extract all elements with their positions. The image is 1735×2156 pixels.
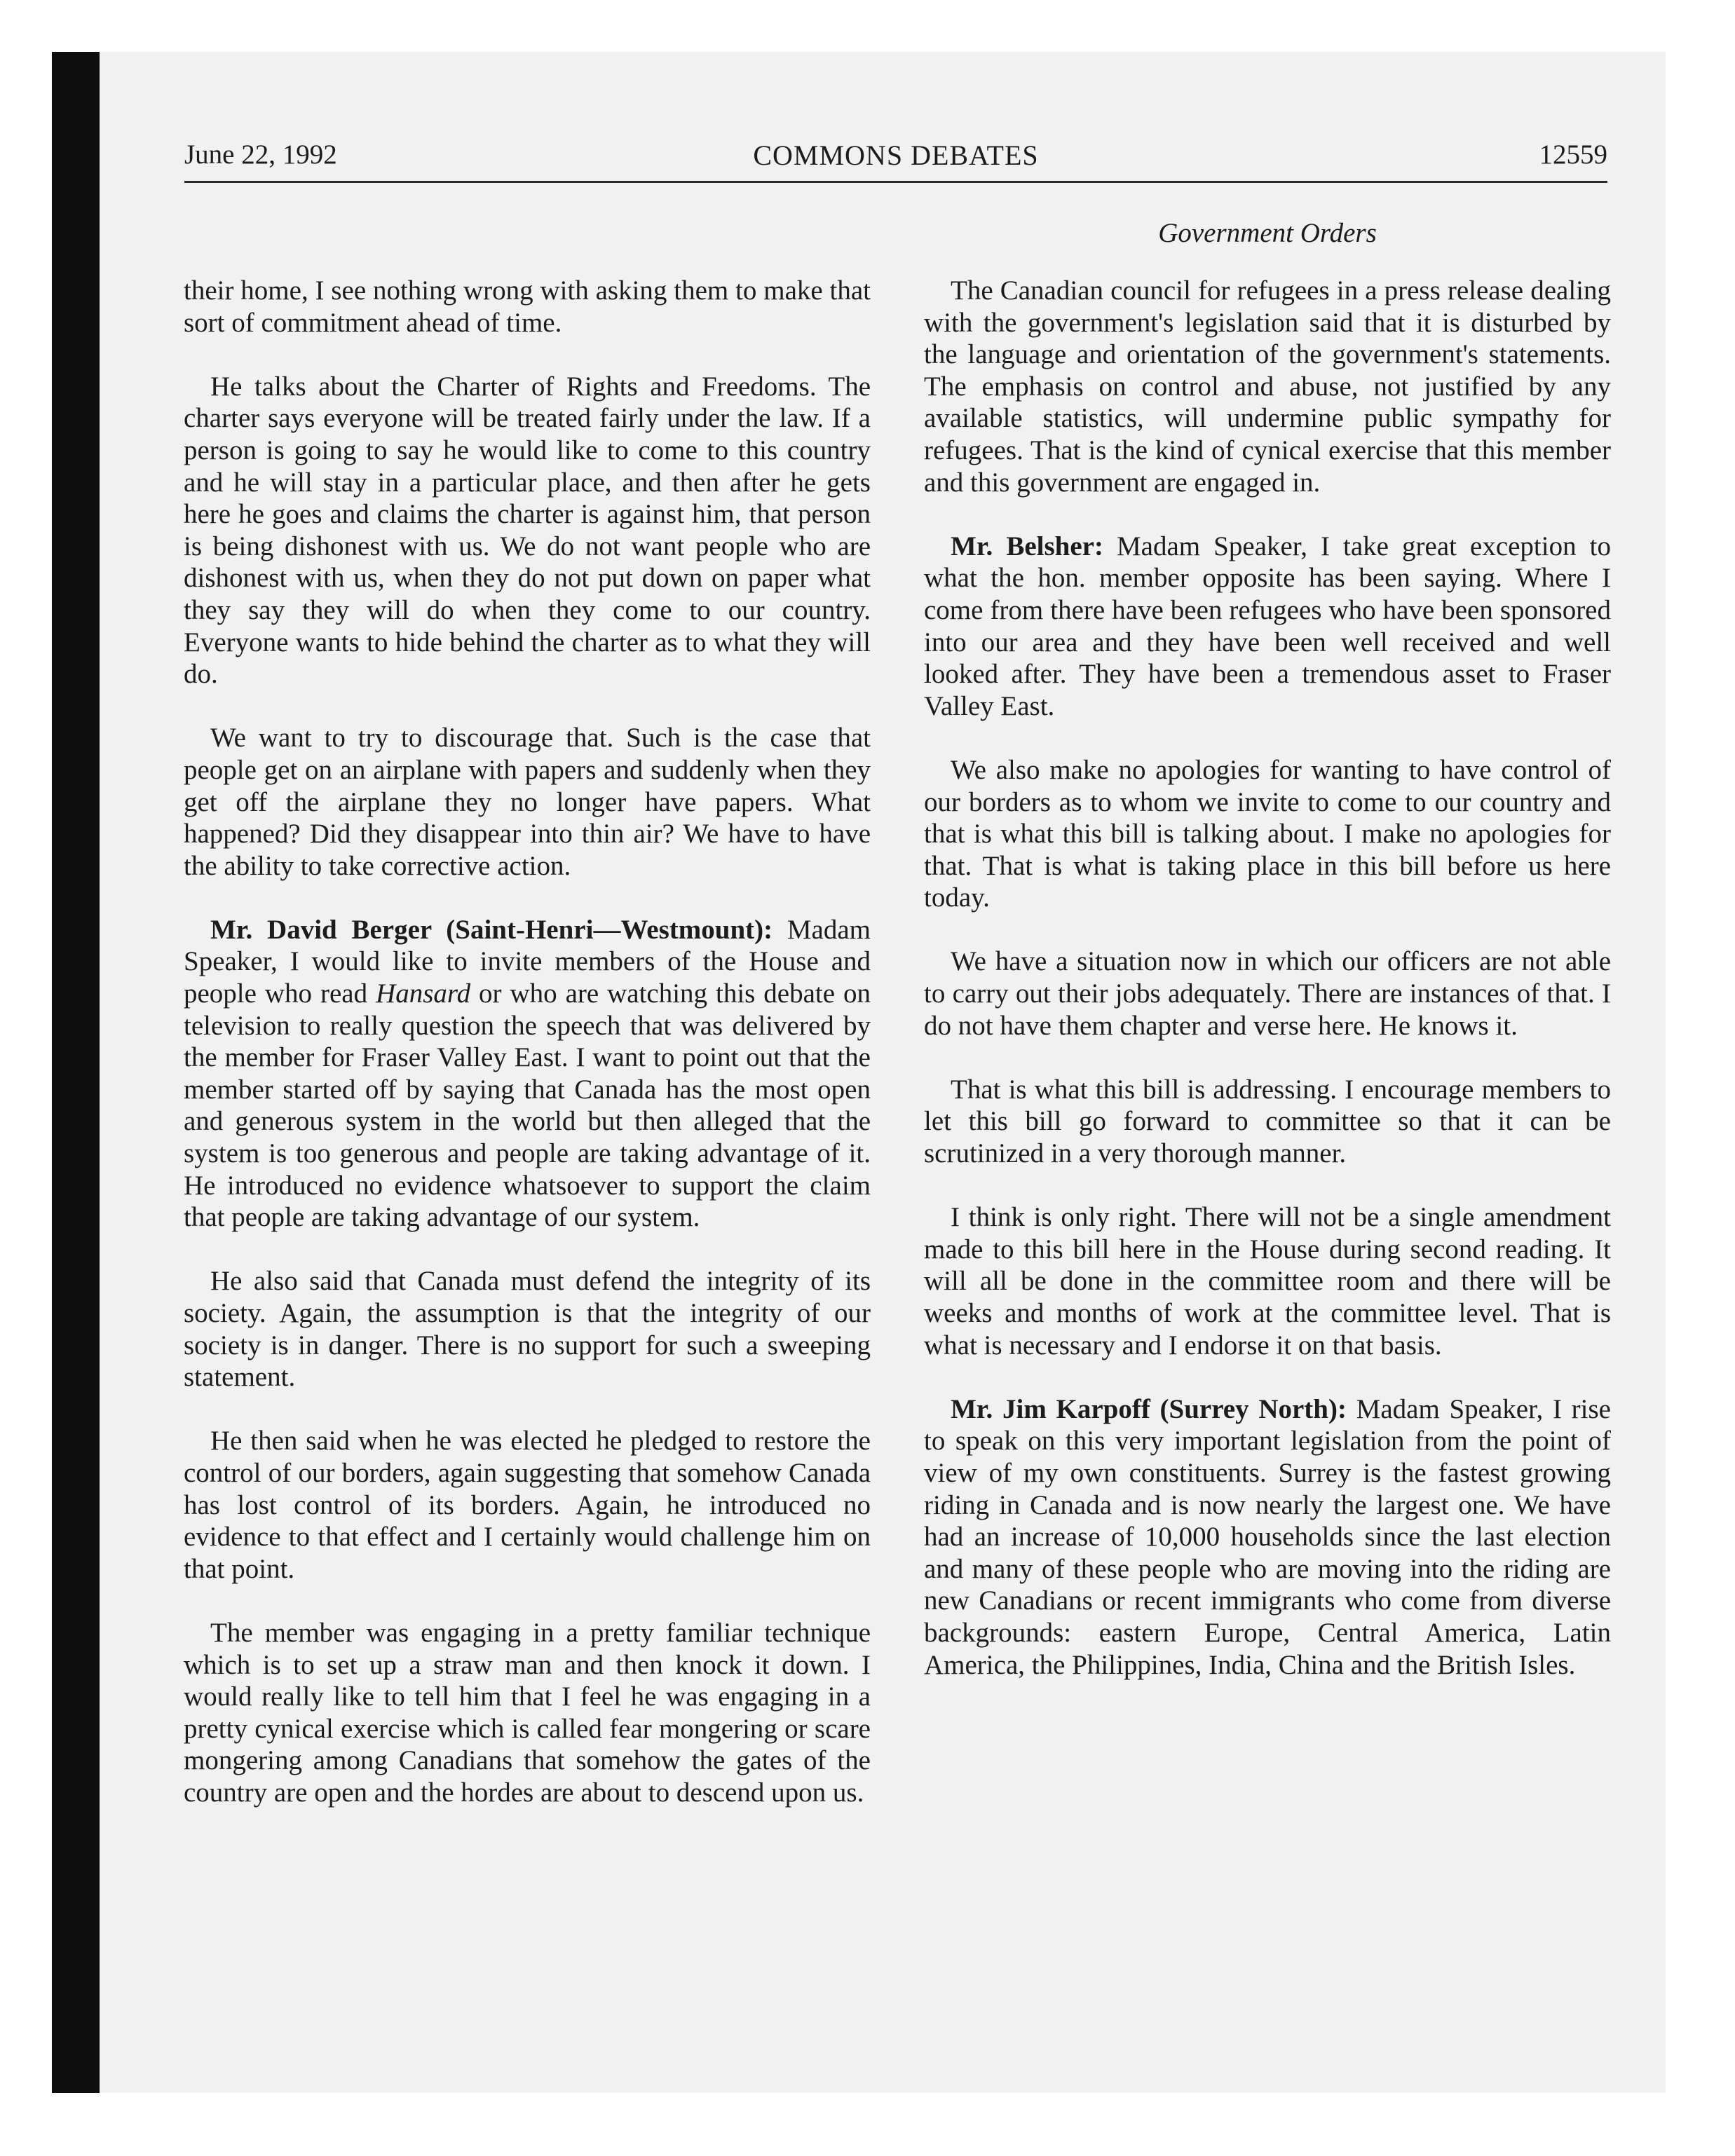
paragraph xyxy=(184,914,871,1234)
paragraph xyxy=(924,1393,1611,1681)
paragraph: That is what this bill is addressing. I encourage members to let this bill go forward to committee so that it can be scrutinized in a very thorough manner. xyxy=(924,1074,1611,1169)
running-header xyxy=(184,139,1607,183)
left-column xyxy=(184,275,871,1841)
scan-edge-bar xyxy=(52,52,100,2093)
paragraph-text: Madam Speaker, I rise to speak on this very important legislation from the point of view of my own constituents. Surrey is the fastest growing riding in Canada and is now nearly the largest one. We have had an increase of 10,000 households since the last election and many of these people who are moving into the riding are new Canadians or recent immigrants who come from diverse backgrounds: eastern Europe, Central America, Latin America, the Philippines, India, China and the British Isles. xyxy=(924,1393,1611,1680)
paragraph: I think is only right. There will not be a single amendment made to this bill here in the House during second reading. It will all be done in the committee room and there will be weeks and months of work at the committee level. That is what is necessary and I endorse it on that basis. xyxy=(924,1202,1611,1360)
paragraph: their home, I see nothing wrong with asking them to make that sort of commitment ahead of time. xyxy=(184,275,871,338)
paragraph: The member was engaging in a pretty familiar technique which is to set up a straw man and then knock it down. I would really like to tell him that I feel he was engaging in a pretty cynical exercise which is called fear mongering or scare mongering among Canadians that somehow the gates of the country are open and the hordes are about to descend upon us. xyxy=(184,1617,871,1808)
speaker-name: Mr. Belsher: xyxy=(951,531,1103,561)
paragraph: He then said when he was elected he pledged to restore the control of our borders, again suggesting that somehow Canada has lost control of its borders. Again, he introduced no evidence to that effect and I certainly would challenge him on that point. xyxy=(184,1426,871,1584)
right-column xyxy=(924,275,1611,1713)
paragraph-text: Madam Speaker, I take great exception to what the hon. member opposite has been saying. Where I come from there have been refugees who have been sponsored into our area and they have been well received and well looked after. They have been a tremendous asset to Fraser Valley East. xyxy=(924,531,1611,721)
paragraph: We want to try to discourage that. Such is the case that people get on an airplane with papers and suddenly when they get off the airplane they no longer have papers. What happened? Did they disappear into thin air? We have to have the ability to take corrective action. xyxy=(184,723,871,881)
section-label: Government Orders xyxy=(1158,218,1377,248)
speaker-name: Mr. David Berger (Saint-Henri—Westmount): xyxy=(210,914,773,945)
paragraph-text: Madam Speaker, I would like to invite members of the House and people who read xyxy=(184,914,871,1009)
paragraph xyxy=(924,531,1611,723)
paragraph: We have a situation now in which our officers are not able to carry out their jobs adequately. There are instances of that. I do not have them chapter and verse here. He knows it. xyxy=(924,946,1611,1041)
header-date: June 22, 1992 xyxy=(184,139,337,170)
paragraph: We also make no apologies for wanting to have control of our borders as to whom we invite to come to our country and that is what this bill is talking about. I make no apologies for that. That is what is taking place in this bill before us here today. xyxy=(924,754,1611,913)
paragraph-text: or who are watching this debate on television to really question the speech that was delivered by the member for Fraser Valley East. I want to point out that the member started off by saying that Canada has the most open and generous system in the world but then alleged that the system is too generous and people are taking advantage of it. He introduced no evidence whatsoever to support the claim that people are taking advantage of our system. xyxy=(184,978,871,1233)
page-border xyxy=(0,0,52,2156)
speaker-name: Mr. Jim Karpoff (Surrey North): xyxy=(951,1393,1347,1424)
header-title: COMMONS DEBATES xyxy=(753,139,1039,171)
italic-term: Hansard xyxy=(376,978,471,1009)
header-page-number: 12559 xyxy=(1539,139,1607,170)
paragraph: The Canadian council for refugees in a press release dealing with the government's legislation said that it is disturbed by the language and orientation of the government's statements. The emphasis on control and abuse, not justified by any available statistics, will undermine public sympathy for refugees. That is the kind of cynical exercise that this member and this government are engaged in. xyxy=(924,275,1611,498)
paragraph: He also said that Canada must defend the integrity of its society. Again, the assumption is that the integrity of our society is in danger. There is no support for such a sweeping statement. xyxy=(184,1266,871,1393)
paragraph: He talks about the Charter of Rights and Freedoms. The charter says everyone will be treated fairly under the law. If a person is going to say he would like to come to this country and he will stay in a particular place, and then after he gets here he goes and claims the charter is against him, that person is being dishonest with us. We do not want people who are dishonest with us, when they do not put down on paper what they say they will do when they come to our country. Everyone wants to hide behind the charter as to what they will do. xyxy=(184,371,871,690)
